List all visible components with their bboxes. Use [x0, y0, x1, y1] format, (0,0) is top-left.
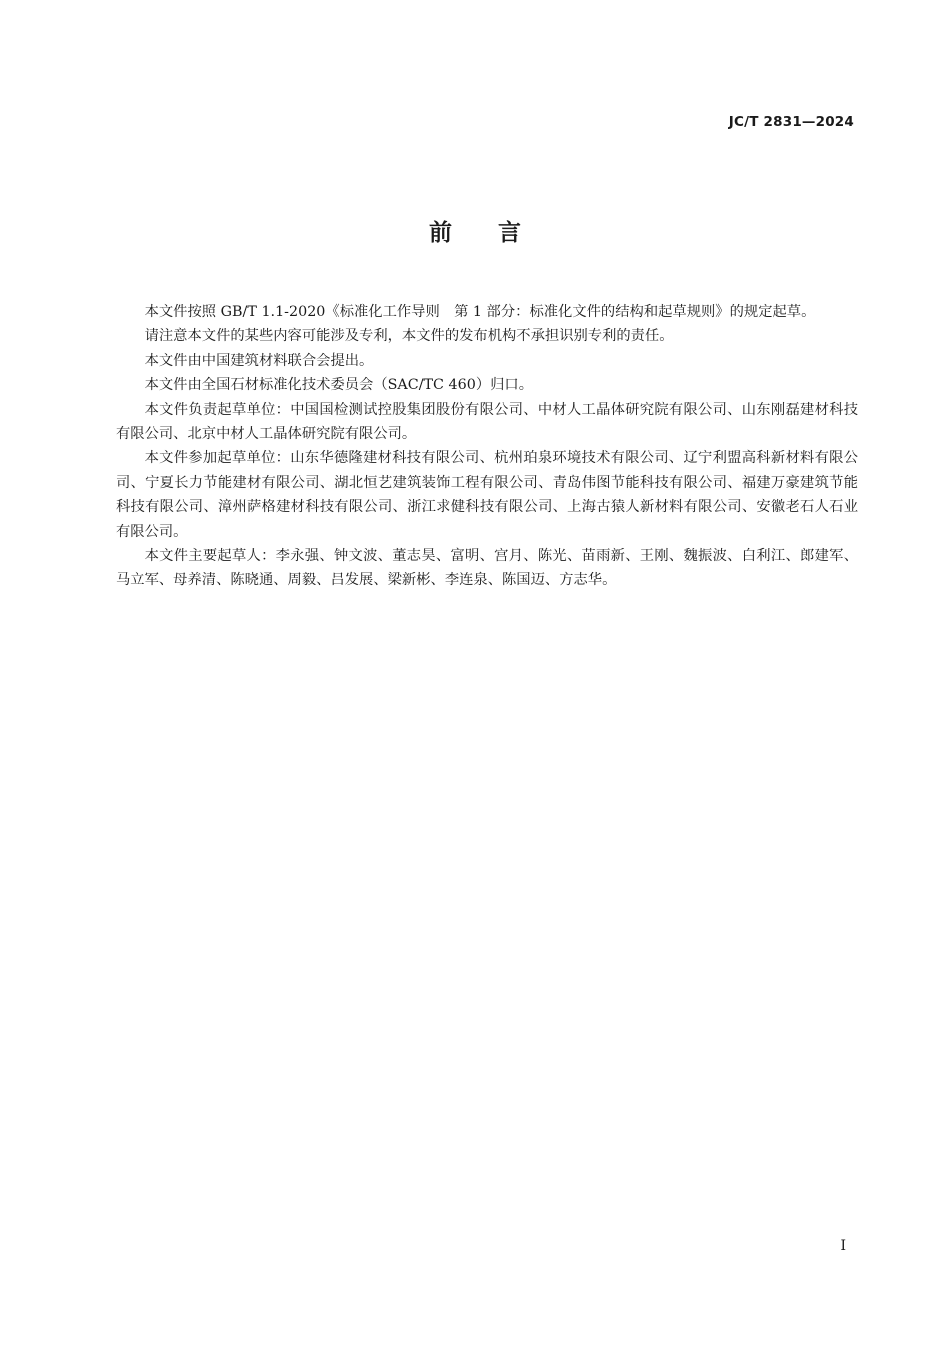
page-number: I: [840, 1238, 846, 1254]
paragraph-drafting-rules: 本文件按照 GB/T 1.1-2020《标准化工作导则 第 1 部分：标准化文件的结构和起草规则》的规定起草。: [144, 304, 816, 320]
preface-body: [116, 300, 858, 593]
page-title: 前言: [429, 220, 567, 246]
paragraph-proposer: 本文件由中国建筑材料联合会提出。: [144, 352, 374, 369]
paragraph-patent-notice: 请注意本文件的某些内容可能涉及专利，本文件的发布机构不承担识别专利的责任。: [144, 328, 674, 345]
paragraph-participating-drafters: 本文件参加起草单位：山东华德隆建材科技有限公司、杭州珀泉环境技术有限公司、辽宁利盟高科新材料有限公司、宁夏长力节能建材有限公司、湖北恒艺建筑装饰工程有限公司、青岛伟图节能科技有限公司、福建万豪建筑节能科技有限公司、漳州萨格建材科技有限公司、浙江求健科技有限公司、上海古猿人新材料有限公司、安徽老石人石业有限公司。: [116, 450, 858, 540]
document-code: JC/T 2831—2024: [728, 114, 854, 130]
paragraph-lead-drafters: 本文件负责起草单位：中国国检测试控股集团股份有限公司、中材人工晶体研究院有限公司、山东刚磊建材科技有限公司、北京中材人工晶体研究院有限公司。: [116, 401, 858, 443]
paragraph-committee: 本文件由全国石材标准化技术委员会（SAC/TC 460）归口。: [144, 377, 534, 394]
paragraph-main-authors: 本文件主要起草人：李永强、钟文波、董志昊、富明、宫月、陈光、苗雨新、王刚、魏振波、白利江、郎建军、马立军、母养清、陈晓通、周毅、吕发展、梁新彬、李连泉、陈国迈、方志华。: [116, 548, 858, 589]
